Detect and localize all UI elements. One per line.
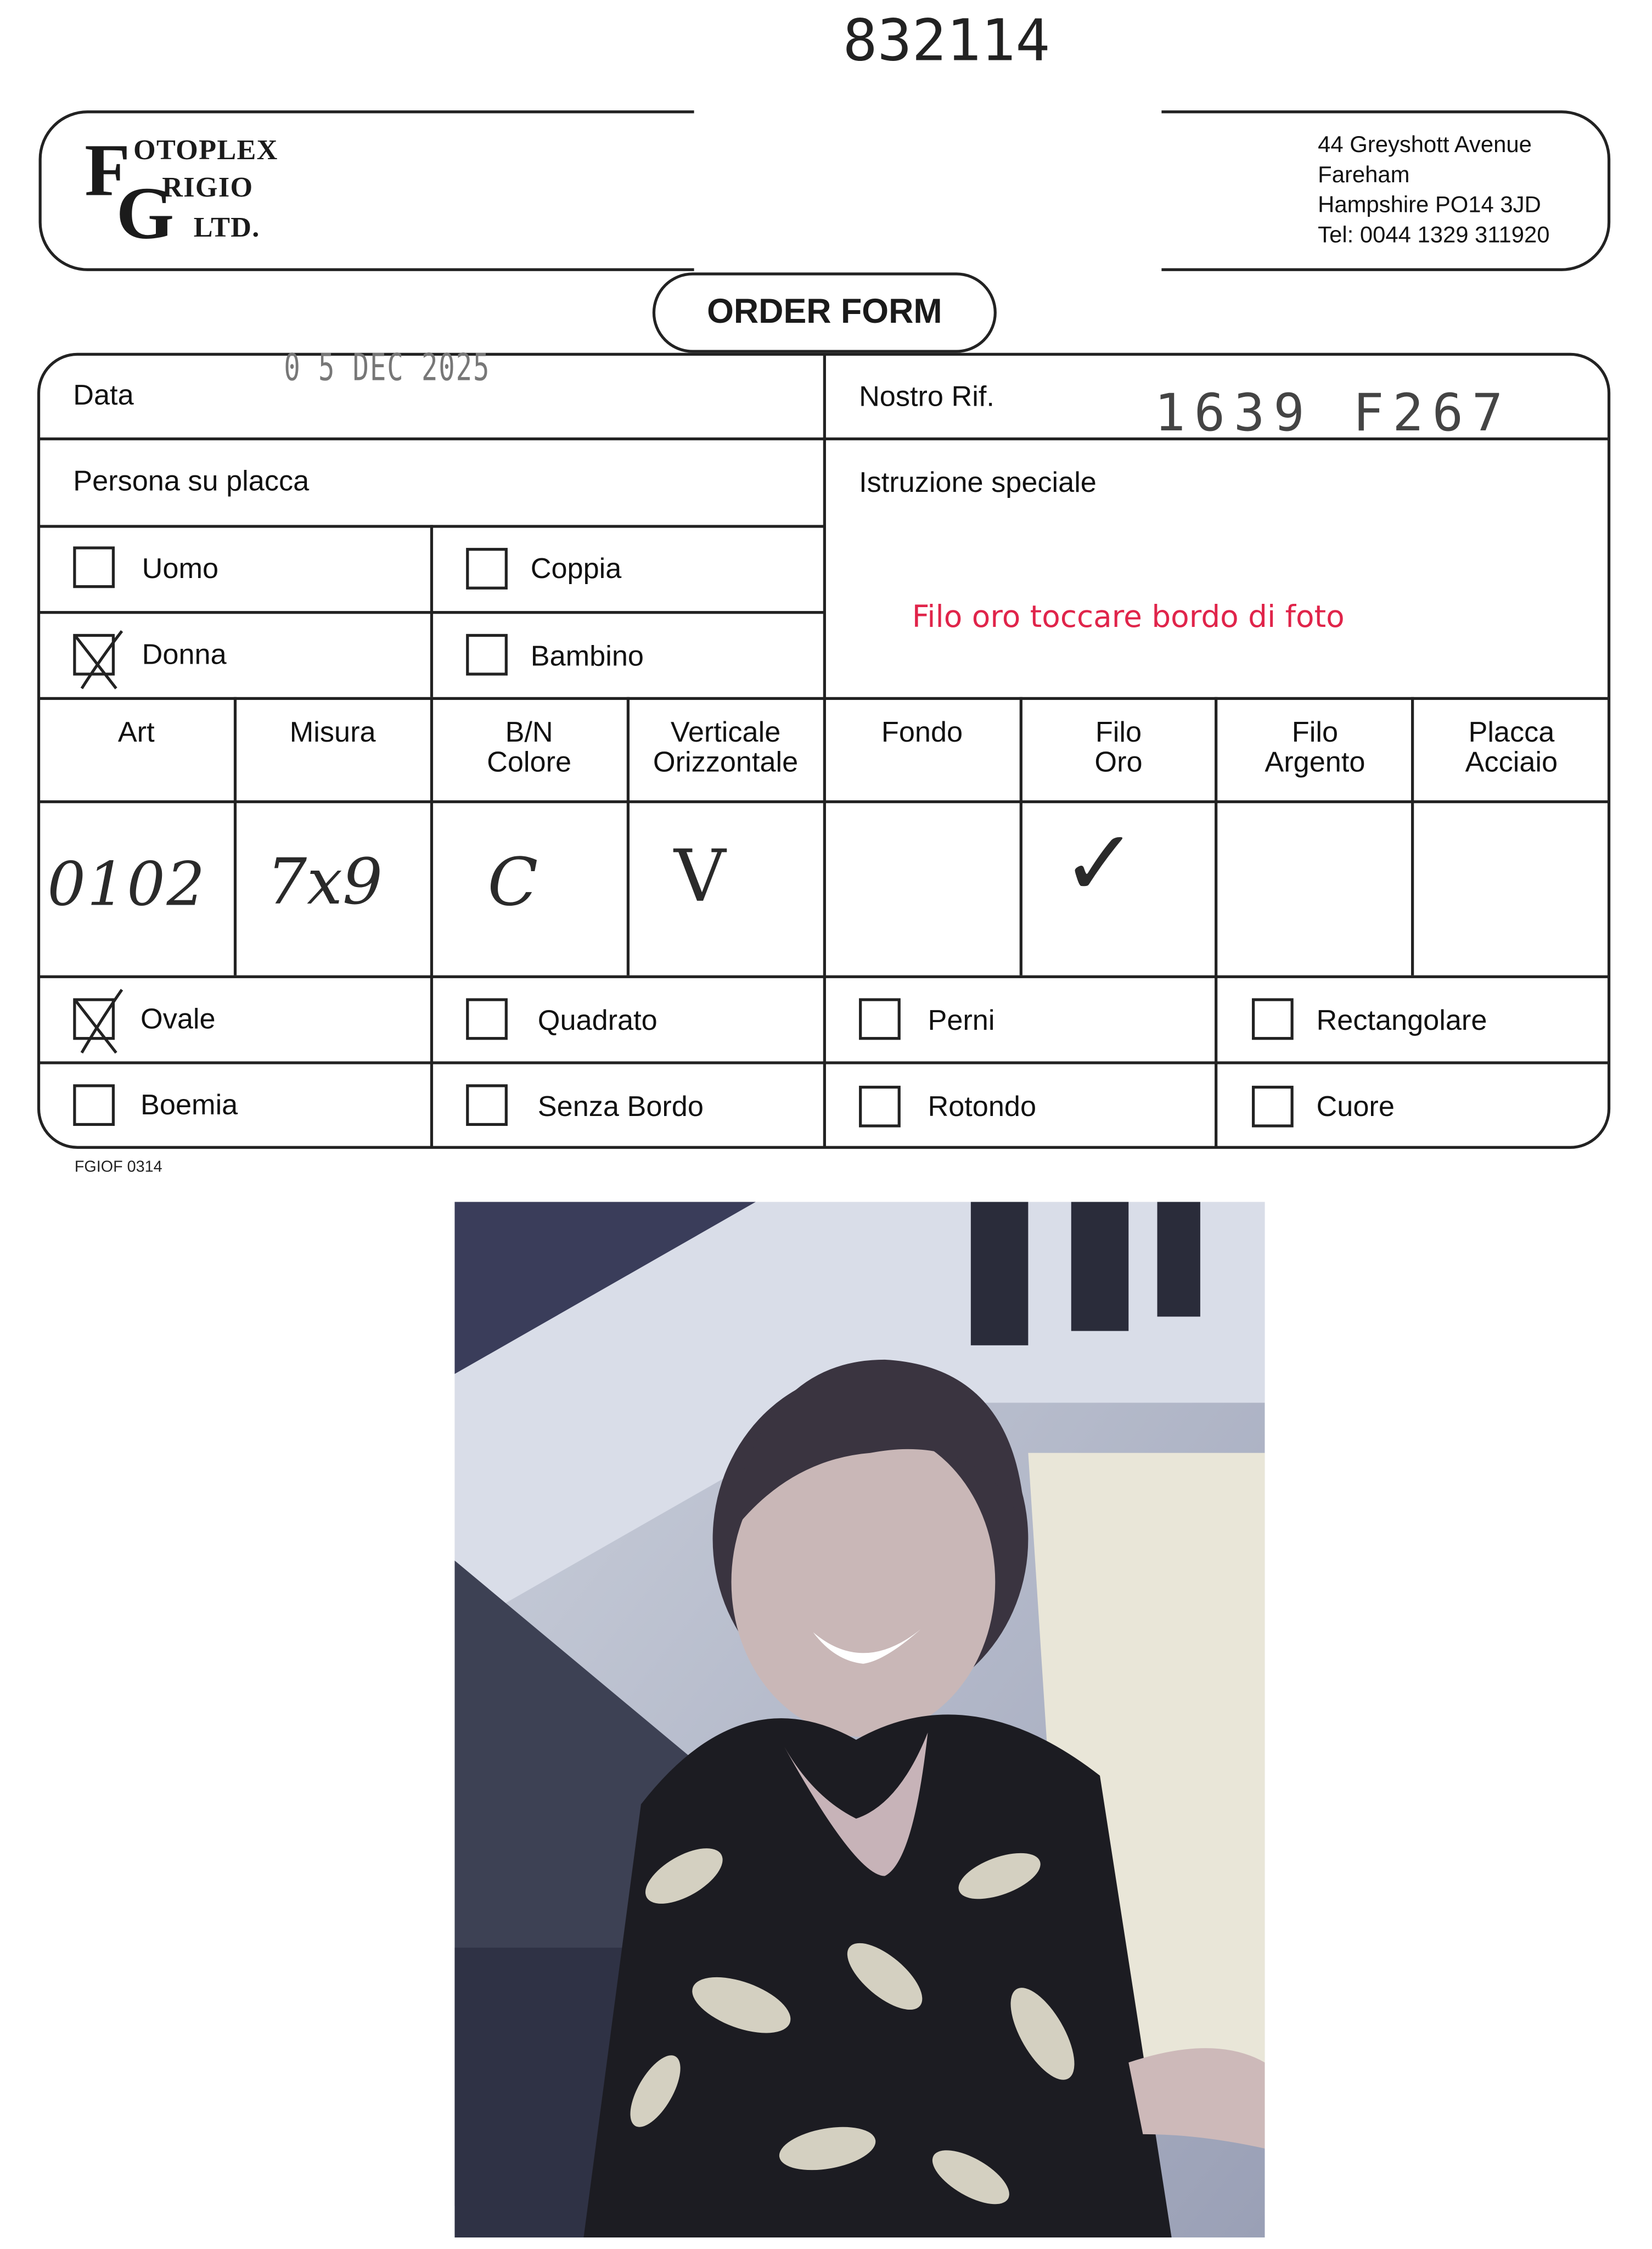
checkbox-label: Ovale	[141, 1003, 216, 1036]
checkbox-bambino[interactable]	[466, 634, 508, 676]
checkbox-donna[interactable]	[73, 634, 115, 676]
date-stamp: 0 5 DEC 2025	[284, 347, 491, 390]
person-label: Persona su placca	[73, 466, 310, 498]
address-line: Fareham	[1318, 163, 1410, 188]
checkbox-perni[interactable]	[859, 999, 901, 1040]
col-header-art: Art	[117, 717, 155, 749]
special-instructions-label: Istruzione speciale	[859, 467, 1097, 500]
col-header-misura: Misura	[289, 717, 376, 749]
checkbox-ovale[interactable]	[73, 999, 115, 1040]
address-line: Hampshire PO14 3JD	[1318, 193, 1541, 218]
vert-orizz-value: V	[674, 834, 726, 918]
misura-value: 7x9	[266, 846, 383, 919]
header-frame-gap	[694, 100, 1162, 281]
checkbox-label: Cuore	[1316, 1091, 1395, 1123]
cross-mark-icon	[70, 622, 128, 694]
checkbox-label: Donna	[142, 640, 227, 671]
checkbox-quadrato[interactable]	[466, 999, 508, 1040]
date-label: Data	[73, 380, 134, 412]
logo-line-1: OTOPLEX	[133, 134, 278, 167]
company-address	[1318, 131, 1549, 251]
col-header-filo-oro: Filo Oro	[1094, 717, 1143, 779]
special-instructions-note: Filo oro toccare bordo di foto	[912, 599, 1345, 634]
portrait-photo-image	[454, 1202, 1265, 2237]
checkbox-label: Coppia	[530, 553, 622, 586]
checkbox-label: Rectangolare	[1316, 1005, 1487, 1037]
checkbox-rotondo[interactable]	[859, 1086, 901, 1128]
checkbox-label: Quadrato	[537, 1005, 658, 1037]
art-value: 0102	[47, 849, 206, 919]
checkbox-uomo[interactable]	[73, 546, 115, 588]
col-header-placca-acciaio: Placca Acciaio	[1465, 717, 1558, 779]
checkbox-coppia[interactable]	[466, 548, 508, 590]
checkbox-boemia[interactable]	[73, 1084, 115, 1126]
order-number: 832114	[842, 8, 1050, 75]
checkbox-cuore[interactable]	[1252, 1086, 1294, 1128]
ref-label: Nostro Rif.	[859, 382, 994, 413]
checkbox-label: Bambino	[530, 641, 644, 673]
ref-stamp: 1639 F267	[1154, 384, 1512, 444]
checkbox-label: Uomo	[142, 553, 219, 586]
checkbox-label: Perni	[928, 1005, 995, 1037]
checkbox-label: Boemia	[141, 1090, 238, 1122]
cross-mark-icon	[70, 987, 128, 1059]
checkbox-label: Senza Bordo	[537, 1091, 704, 1123]
col-header-bn-colore: B/N Colore	[487, 717, 572, 779]
company-logo: F G OTOPLEX RIGIO LTD.	[85, 130, 278, 256]
form-code: FGIOF 0314	[74, 1159, 162, 1176]
checkbox-senza-bordo[interactable]	[466, 1084, 508, 1126]
form-title: ORDER FORM	[653, 272, 997, 352]
address-line: 44 Greyshott Avenue	[1318, 133, 1532, 158]
filo-oro-value: ✓	[1061, 811, 1138, 918]
attached-photo	[454, 1202, 1265, 2237]
col-header-vert-orizz: Verticale Orizzontale	[653, 717, 799, 779]
checkbox-rectangolare[interactable]	[1252, 999, 1294, 1040]
col-header-filo-argento: Filo Argento	[1265, 717, 1366, 779]
logo-line-2: RIGIO	[162, 172, 254, 204]
bn-colore-value: C	[487, 843, 538, 921]
checkbox-label: Rotondo	[928, 1091, 1037, 1123]
logo-line-3: LTD.	[193, 212, 260, 244]
col-header-fondo: Fondo	[881, 717, 963, 749]
address-line: Tel: 0044 1329 311920	[1318, 223, 1550, 249]
